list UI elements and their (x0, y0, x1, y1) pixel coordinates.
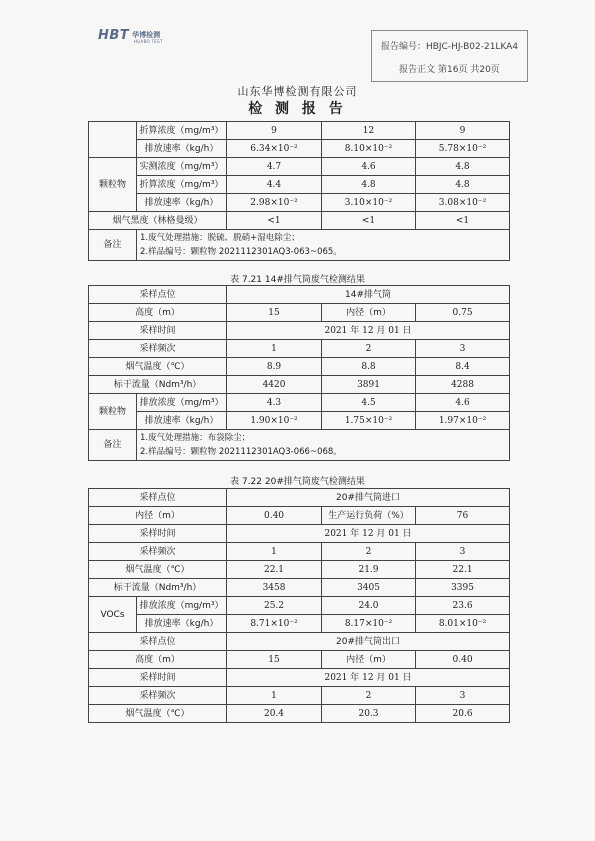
note-line: 1.废气处理措施：布袋除尘； (140, 433, 251, 443)
row-label: 采样时间 (89, 525, 227, 543)
row-label: 采样频次 (89, 340, 227, 358)
table-cell: 2 (322, 687, 416, 705)
note-line: 2.样品编号：颗粒物 2021112301AQ3-063~065。 (140, 247, 342, 257)
table-cell: 76 (416, 507, 510, 525)
table-cell: 4.3 (227, 394, 322, 412)
row-label: 烟气温度（℃） (89, 561, 227, 579)
table-cell: 8.4 (416, 358, 510, 376)
table-cell: 8.01×10⁻² (416, 615, 510, 633)
table-cell: 2021 年 12 月 01 日 (227, 669, 510, 687)
table-row (89, 687, 510, 705)
table-row (89, 304, 510, 322)
table-cell: 0.75 (416, 304, 510, 322)
table-cell: 1 (227, 543, 322, 561)
table-cell: 12 (322, 122, 416, 140)
row-label: 采样时间 (89, 322, 227, 340)
table-row (89, 376, 510, 394)
table-cell: 8.10×10⁻² (322, 140, 416, 158)
table-cell: 1.97×10⁻² (416, 412, 510, 430)
table-cell: 20#排气筒进口 (227, 489, 510, 507)
row-label: 内径（m） (322, 304, 416, 322)
table-cell: 8.9 (227, 358, 322, 376)
row-label: 内径（m） (322, 651, 416, 669)
row-label: 排放浓度（mg/m³） (137, 597, 227, 615)
table-cell: 21.9 (322, 561, 416, 579)
note-label: 备注 (89, 230, 137, 261)
table-row (89, 525, 510, 543)
table-row (89, 358, 510, 376)
table-cell: 3891 (322, 376, 416, 394)
table-cell: 3 (416, 543, 510, 561)
table-cell: 4288 (416, 376, 510, 394)
row-label: 高度（m） (89, 304, 227, 322)
table-cell: 20.3 (322, 705, 416, 723)
table-caption: 表 7.21 14#排气筒废气检测结果 (230, 275, 365, 285)
logo-en-text: HUABO TEST (134, 39, 163, 44)
table-cell: 3.10×10⁻² (322, 194, 416, 212)
table-cell: 23.6 (416, 597, 510, 615)
row-label: 排放浓度（mg/m³） (137, 394, 227, 412)
table-row (89, 489, 510, 507)
table-row (89, 194, 510, 212)
table-cell: <1 (416, 212, 510, 230)
row-label: 标干流量（Ndm³/h） (89, 579, 227, 597)
table-cell: 4.4 (227, 176, 322, 194)
table-row (89, 230, 510, 261)
table-cell: 3.08×10⁻² (416, 194, 510, 212)
table-row (89, 669, 510, 687)
row-label: 采样频次 (89, 687, 227, 705)
table-cell: 9 (227, 122, 322, 140)
logo-mark: HBT (98, 28, 130, 43)
table-row (89, 543, 510, 561)
table-cell: 15 (227, 304, 322, 322)
table-cell: 22.1 (227, 561, 322, 579)
table-row (89, 322, 510, 340)
row-label: 生产运行负荷（%） (322, 507, 416, 525)
table-row (89, 140, 510, 158)
logo-cn-text: 华博检测 (132, 31, 161, 39)
table-cell: 2021 年 12 月 01 日 (227, 525, 510, 543)
row-label: 烟气温度（℃） (89, 358, 227, 376)
company-logo (98, 24, 163, 44)
table-cell: 4.8 (322, 176, 416, 194)
table-cell: 4.7 (227, 158, 322, 176)
table-cell: <1 (322, 212, 416, 230)
table-row (89, 615, 510, 633)
row-label: 采样时间 (89, 669, 227, 687)
note-label: 备注 (89, 430, 137, 461)
row-label: 标干流量（Ndm³/h） (89, 376, 227, 394)
table-cell: 1 (227, 340, 322, 358)
table-cell: 3405 (322, 579, 416, 597)
table-cell: 1 (227, 687, 322, 705)
document-title: 检 测 报 告 (248, 101, 347, 117)
row-label: 采样频次 (89, 543, 227, 561)
table-cell: 2.98×10⁻² (227, 194, 322, 212)
table-row (89, 430, 510, 461)
table-cell: 20.6 (416, 705, 510, 723)
table-cell: 2 (322, 543, 416, 561)
table-cell: 24.0 (322, 597, 416, 615)
table-cell: 3 (416, 687, 510, 705)
table-row (89, 122, 510, 140)
table-row (89, 651, 510, 669)
row-label: 实测浓度（mg/m³） (137, 158, 227, 176)
table-cell: 1.90×10⁻² (227, 412, 322, 430)
note-cell (137, 430, 510, 461)
note-cell (137, 230, 510, 261)
table-cell: 8.17×10⁻² (322, 615, 416, 633)
table-cell: 22.1 (416, 561, 510, 579)
table-cell: 4.8 (416, 158, 510, 176)
table-cell: 4.8 (416, 176, 510, 194)
table-caption: 表 7.22 20#排气筒废气检测结果 (230, 477, 365, 487)
table-cell: 3 (416, 340, 510, 358)
table-cell: 8.8 (322, 358, 416, 376)
page-info: 报告正文 第16页 共20页 (399, 65, 500, 75)
table-cell: 4420 (227, 376, 322, 394)
report-info-box (371, 30, 528, 82)
row-label: 折算浓度（mg/m³） (137, 176, 227, 194)
table-row (89, 158, 510, 176)
table-cell: 15 (227, 651, 322, 669)
table-cell: 20#排气筒出口 (227, 633, 510, 651)
group-label: VOCs (89, 597, 137, 633)
row-label: 排放速率（kg/h） (137, 140, 227, 158)
table-row (89, 212, 510, 230)
table-cell: 4.6 (416, 394, 510, 412)
group-label: 颗粒物 (89, 394, 137, 430)
table-cell: 3458 (227, 579, 322, 597)
table-row (89, 286, 510, 304)
group-cell-empty (89, 122, 137, 158)
table-cell: 4.5 (322, 394, 416, 412)
table-row (89, 597, 510, 615)
row-label: 采样点位 (89, 286, 227, 304)
continued-results-table (88, 121, 510, 261)
table-cell: 2021 年 12 月 01 日 (227, 322, 510, 340)
table-cell: <1 (227, 212, 322, 230)
group-label: 颗粒物 (89, 158, 137, 212)
table-cell: 1.75×10⁻² (322, 412, 416, 430)
row-label: 采样点位 (89, 633, 227, 651)
company-name: 山东华博检测有限公司 (237, 85, 358, 98)
table-cell: 6.34×10⁻² (227, 140, 322, 158)
table-cell: 0.40 (416, 651, 510, 669)
row-label: 排放速率（kg/h） (137, 615, 227, 633)
table-row (89, 176, 510, 194)
row-label: 排放速率（kg/h） (137, 194, 227, 212)
table-cell: 0.40 (227, 507, 322, 525)
table-cell: 8.71×10⁻² (227, 615, 322, 633)
table-cell: 25.2 (227, 597, 322, 615)
table-cell: 20.4 (227, 705, 322, 723)
table-cell: 9 (416, 122, 510, 140)
note-line: 2.样品编号：颗粒物 2021112301AQ3-066~068。 (140, 447, 342, 457)
table-cell: 3395 (416, 579, 510, 597)
row-label: 烟气温度（℃） (89, 705, 227, 723)
table-row (89, 561, 510, 579)
table-row (89, 579, 510, 597)
table-row (89, 394, 510, 412)
table-cell: 14#排气筒 (227, 286, 510, 304)
table-row (89, 705, 510, 723)
stack-20-results-table (88, 488, 510, 723)
table-row (89, 340, 510, 358)
table-row (89, 507, 510, 525)
stack-14-results-table (88, 285, 510, 461)
row-label: 折算浓度（mg/m³） (137, 122, 227, 140)
report-number: 报告编号：HBJC-HJ-B02-21LKA4 (380, 42, 519, 52)
row-label: 排放速率（kg/h） (137, 412, 227, 430)
row-label: 采样点位 (89, 489, 227, 507)
note-line: 1.废气处理措施：脱硫、脱硝+湿电除尘； (140, 233, 300, 243)
row-label: 内径（m） (89, 507, 227, 525)
row-label: 高度（m） (89, 651, 227, 669)
row-label: 烟气黑度（林格曼级） (89, 212, 227, 230)
table-row (89, 412, 510, 430)
table-cell: 4.6 (322, 158, 416, 176)
table-row (89, 633, 510, 651)
table-cell: 5.78×10⁻² (416, 140, 510, 158)
table-cell: 2 (322, 340, 416, 358)
